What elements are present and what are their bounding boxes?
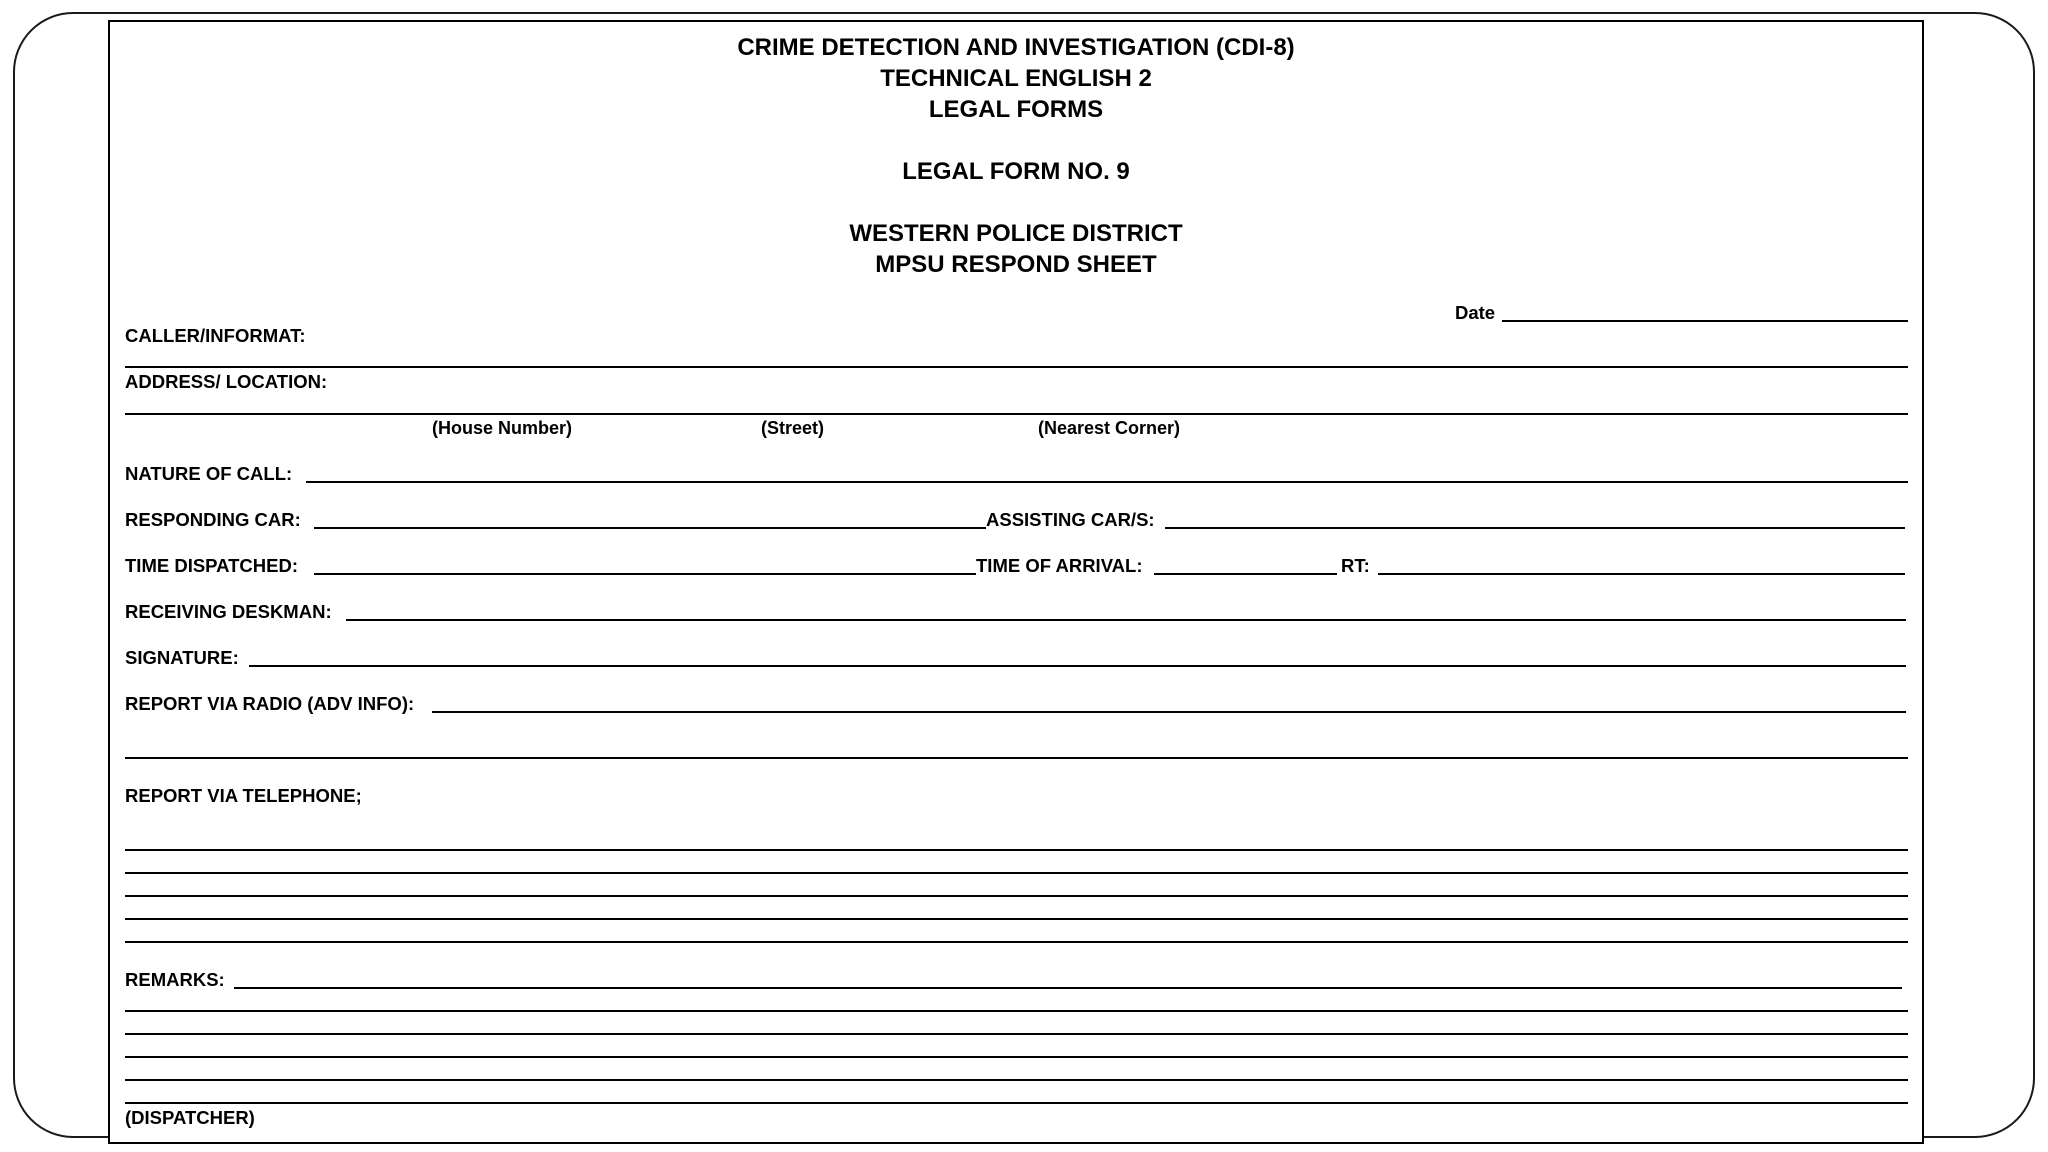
telephone-line-4[interactable] bbox=[125, 918, 1908, 920]
telephone-line-5[interactable] bbox=[125, 941, 1908, 943]
course-title: CRIME DETECTION AND INVESTIGATION (CDI-8) bbox=[737, 34, 1295, 61]
remarks-line-3[interactable] bbox=[125, 1033, 1908, 1035]
street-caption: (Street) bbox=[761, 418, 825, 438]
house-number-caption: (House Number) bbox=[432, 418, 573, 438]
responding-car-field[interactable] bbox=[314, 527, 986, 529]
remarks-line-2[interactable] bbox=[125, 1010, 1908, 1012]
time-of-arrival-field[interactable] bbox=[1154, 573, 1337, 575]
dispatcher-signature-line[interactable] bbox=[125, 1102, 1908, 1104]
sheet-title: MPSU RESPOND SHEET bbox=[875, 251, 1157, 278]
district-title: WESTERN POLICE DISTRICT bbox=[849, 220, 1183, 247]
remarks-line-4[interactable] bbox=[125, 1056, 1908, 1058]
signature-field[interactable] bbox=[249, 665, 1906, 667]
signature-label: SIGNATURE: bbox=[125, 647, 239, 668]
time-dispatched-label: TIME DISPATCHED: bbox=[125, 555, 299, 576]
remarks-label: REMARKS: bbox=[125, 969, 225, 990]
subject-title: TECHNICAL ENGLISH 2 bbox=[880, 65, 1152, 92]
report-via-radio-field[interactable] bbox=[432, 711, 1906, 713]
nature-of-call-field[interactable] bbox=[306, 481, 1908, 483]
rt-field[interactable] bbox=[1378, 573, 1905, 575]
report-via-telephone-label: REPORT VIA TELEPHONE; bbox=[125, 785, 362, 806]
report-via-radio-label: REPORT VIA RADIO (ADV INFO): bbox=[125, 693, 415, 714]
date-field[interactable] bbox=[1502, 320, 1908, 322]
telephone-line-1[interactable] bbox=[125, 849, 1908, 851]
remarks-field[interactable] bbox=[234, 987, 1902, 989]
report-via-radio-line-2[interactable] bbox=[125, 757, 1908, 759]
address-label: ADDRESS/ LOCATION: bbox=[125, 371, 328, 392]
form-number: LEGAL FORM NO. 9 bbox=[902, 158, 1130, 185]
date-label: Date bbox=[1455, 302, 1496, 323]
caller-label: CALLER/INFORMAT: bbox=[125, 325, 306, 346]
telephone-line-2[interactable] bbox=[125, 872, 1908, 874]
assisting-car-label: ASSISTING CAR/S: bbox=[986, 509, 1155, 530]
dispatcher-label: (DISPATCHER) bbox=[125, 1107, 255, 1128]
receiving-deskman-field[interactable] bbox=[346, 619, 1906, 621]
responding-car-label: RESPONDING CAR: bbox=[125, 509, 301, 530]
remarks-line-5[interactable] bbox=[125, 1079, 1908, 1081]
rt-label: RT: bbox=[1341, 555, 1370, 576]
telephone-line-3[interactable] bbox=[125, 895, 1908, 897]
address-field[interactable] bbox=[125, 413, 1908, 415]
nature-of-call-label: NATURE OF CALL: bbox=[125, 463, 293, 484]
legal-form bbox=[108, 20, 1924, 1144]
caller-field[interactable] bbox=[125, 366, 1908, 368]
receiving-deskman-label: RECEIVING DESKMAN: bbox=[125, 601, 332, 622]
time-of-arrival-label: TIME OF ARRIVAL: bbox=[976, 555, 1143, 576]
topic-title: LEGAL FORMS bbox=[928, 96, 1104, 123]
time-dispatched-field[interactable] bbox=[314, 573, 976, 575]
assisting-car-field[interactable] bbox=[1165, 527, 1905, 529]
nearest-corner-caption: (Nearest Corner) bbox=[1038, 418, 1181, 438]
